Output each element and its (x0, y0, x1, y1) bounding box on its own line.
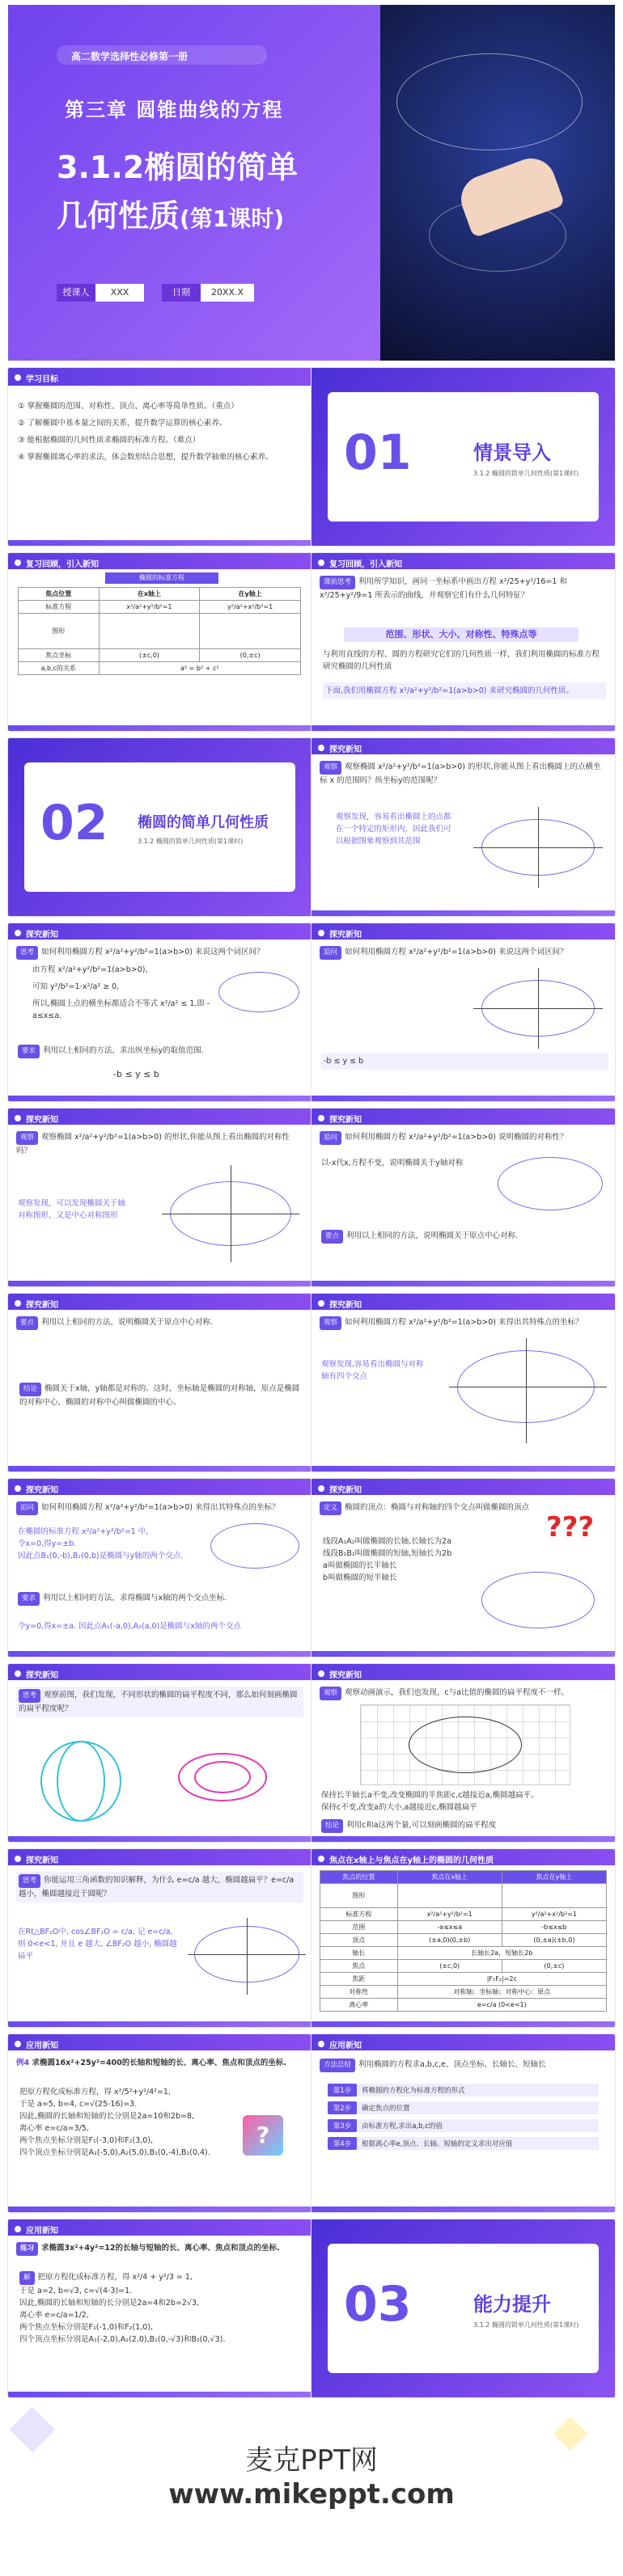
standard-equation-table: 焦点位置 在x轴上 在y轴上 标准方程 x²/a²+y²/b²=1 y²/a²+x²/b²=1 图形 焦点坐标 (±c,0) (0,±c) a,b,c的关系 a² = b² + c² (18, 587, 301, 675)
slide-title: 探究新知 (26, 1671, 58, 1680)
table-cell: 标准方程 (19, 601, 100, 614)
summary-table-slide (312, 1849, 615, 2027)
vertex-definition-slide (312, 1479, 615, 1657)
method-line: 由方程 x²/a²+y²/b²=1(a>b>0), (32, 965, 148, 974)
definition-text: 椭圆的顶点：椭圆与对称轴的四个交点叫做椭圆的顶点 (345, 1503, 530, 1512)
definition-tag: 定义 (320, 1501, 341, 1515)
slide-title: 探究新知 (329, 1301, 362, 1310)
slide-title: 应用新知 (26, 2042, 58, 2050)
solution-line: 四个顶点坐标分别是A₁(-5,0),A₂(5,0),B₁(0,-4),B₂(0,4). (19, 2148, 210, 2157)
conclusion-text: 椭圆关于x轴，y轴都是对称的。这时，坐标轴是椭圆的对称轴，原点是椭圆的对称中心，椭圆的对称中心叫做椭圆的中心。 (19, 1384, 300, 1407)
brand-name: 麦克PPT网 (245, 2444, 378, 2477)
think-question: 利用所学知识，画同一坐标系中画出方程 x²/25+y²/16=1 和 x²/25+y²/9=1 所表示的曲线，并观察它们有什么几何特征？ (320, 577, 567, 600)
step-item: 第2步 确定焦点的位置 (328, 2101, 599, 2115)
exercise-slide (8, 2219, 312, 2397)
vertex-calc-slide: 探究新知 追问 如何利用椭圆方程 x²/a²+y²/b²=1(a>b>0) 来得出其特殊点的坐标？ 在椭圆的标准方程 x²/a²+y²/b²=1 中, 令x=0,得y=±b. 因此点B₁(0,-b),B₂(0,b)是椭圆与y轴的两个交点. 要求 利用以上相同的方法，求得椭圆与x轴的两个交点坐标. 令y=0,得x=±a. 因此点A₁(-a,0),A₂(a,0)是椭圆与x轴的两个交点 (8, 1479, 312, 1657)
solution-line: 离心率 e=c/a=1/2, (19, 2311, 89, 2320)
solution-line: 把原方程化成标准方程，得 x²/5²+y²/4²=1, (19, 2088, 171, 2097)
answer-text: 观察发现，可以发现椭圆关于轴对称图形，又是中心对称图形 (18, 1199, 126, 1220)
goal-list (18, 400, 301, 463)
slide-title: 探究新知 (26, 1301, 58, 1310)
symmetry-observe-slide (8, 1109, 312, 1286)
eccentricity-think-slide (8, 1664, 312, 1842)
slide-title: 探究新知 (329, 1116, 362, 1125)
exercise-question: 求椭圆3x²+4y²=12的长轴与短轴的长、离心率、焦点和顶点的坐标. (41, 2244, 280, 2253)
slide-title: 探究新知 (26, 931, 58, 940)
table-cell: 范围 (320, 1921, 398, 1934)
next-note: 下面,我们用椭圆方程 x²/a²+y²/b²=1(a>b>0) 来研究椭圆的几何性质。 (323, 682, 606, 699)
slide-title: 探究新知 (26, 1116, 58, 1125)
solution-tag: 解 (19, 2271, 35, 2285)
method-line: 利用以上相同的方法，求出纵坐标y的取值范围. (43, 1046, 204, 1055)
slide-title: 探究新知 (329, 1486, 362, 1495)
solution-line: 把原方程化成标准方程，得 x²/4 + y²/3 = 1, (37, 2273, 193, 2282)
table-cell: 图形 (320, 1884, 398, 1908)
table-cell: 图形 (19, 614, 100, 649)
solution-line: 两个焦点坐标分别是F₁(-3,0)和F₂(3,0), (19, 2136, 154, 2145)
range-summary-slide: 探究新知 追问 如何利用椭圆方程 x²/a²+y²/b²=1(a>b>0) 来说这两个词区间？ -b ≤ y ≤ b (312, 923, 615, 1101)
table-header: 在x轴上 (99, 588, 200, 601)
solution-line: 于是 a=2, b=√3, c=√(4-3)=1. (19, 2287, 133, 2295)
explore-range-slide (312, 738, 615, 916)
solution-line: 于是 a=5, b=4, c=√(25-16)=3. (19, 2100, 138, 2109)
section-sub: 3.1.2 椭圆的简单几何性质(第1课时) (138, 838, 244, 845)
question-text: 如何利用椭圆方程 x²/a²+y²/b²=1(a>b>0) 来说这两个词区间？ (345, 948, 568, 956)
review2-slide (312, 553, 615, 731)
observe-tag: 观察 (320, 761, 341, 775)
sphere-figure (57, 1741, 105, 1822)
observe-line: 保持长半轴长a不变,改变椭圆的半焦距c,c越接近a,椭圆越扁平。 (321, 1791, 539, 1800)
observe-tag: 观察 (320, 1687, 341, 1700)
question-text: 观察椭圆 x²/a²+y²/b²=1(a>b>0) 的形状,你能从图上看出椭圆的对称性吗？ (16, 1133, 290, 1155)
section-02-slide (8, 738, 312, 916)
cover-title-line2: 几何性质 (57, 198, 180, 234)
table-title: 椭圆的标准方程 (105, 572, 218, 584)
conclusion-text: 利用c和a这两个量,可以刻画椭圆的扁平程度 (346, 1821, 497, 1830)
exercise-tag: 练习 (16, 2242, 38, 2256)
decor-shape (10, 2407, 56, 2453)
example-label: 例4 (16, 2059, 30, 2067)
summary-tag: 要点 (321, 1230, 343, 1244)
goals-title: 学习目标 (26, 375, 58, 384)
range-y-answer: -b ≤ y ≤ b (113, 1069, 159, 1079)
example-question: 求椭圆16x²+25y²=400的长轴和短轴的长、离心率、焦点和顶点的坐标. (32, 2059, 286, 2067)
section-sub: 3.1.2 椭圆的简单几何性质(第1课时) (473, 2321, 579, 2329)
range-note: -b ≤ y ≤ b (321, 1053, 608, 1070)
table-cell: 轴长 (320, 1947, 398, 1960)
def-line: a叫做椭圆的长半轴长 (323, 1561, 397, 1570)
solution-line: 离心率 e=c/a=3/5, (19, 2124, 89, 2133)
question-text: 观察前图，我们发现，不同形状的椭圆的扁平程度不同，那么如何刻画椭圆的扁平程度呢？ (19, 1691, 298, 1713)
slide-title: 焦点在x轴上与焦点在y轴上的椭圆的几何性质 (329, 1856, 494, 1865)
table-cell: 离心率 (320, 1999, 398, 2012)
table-cell: 对称性 (320, 1986, 398, 1999)
section-name: 情景导入 (473, 441, 551, 464)
section-sub: 3.1.2 椭圆的简单几何性质(第1课时) (473, 470, 579, 477)
example-slide (8, 2034, 312, 2212)
cube-icon: ? (243, 2115, 283, 2156)
slide-title: 探究新知 (329, 1671, 362, 1680)
step-item: 第3步 由标准方程,求出a,b,c的值 (328, 2118, 599, 2133)
calc-line: 令x=0,得y=±b. (18, 1539, 77, 1548)
table-cell: 焦点 (320, 1960, 398, 1973)
range-method-slide: 探究新知 思考 如何利用椭圆方程 x²/a²+y²/b²=1(a>b>0) 来说这两个词区间？ 由方程 x²/a²+y²/b²=1(a>b>0), 可知 y²/b²=1-x²/a² ≥ 0, 所以,椭圆上点的横坐标都适合不等式 x²/a² ≤ 1,即 -a≤x≤a. 要求 利用以上相同的方法，求出纵坐标y的取值范围. -b ≤ y ≤ b (8, 923, 312, 1101)
observe-tag: 观察 (16, 1131, 38, 1145)
cover-title-line1: 3.1.2椭圆的简单 (57, 150, 299, 185)
question-text: 如何利用椭圆方程 x²/a²+y²/b²=1(a>b>0) 来说这两个词区间？ (41, 948, 265, 956)
eccentricity-explain-slide: 探究新知 思考 你能运用三角函数的知识解释，为什么 e=c/a 越大，椭圆越扁平？e=c/a 越小，椭圆越接近于圆呢？ 在Rt△BF₂O中, cos∠BF₂O = c/a, 记 e=c/a, 则 0<e<1, 并且 e 越大, ∠BF₂O 越小, 椭圆越扁平 (8, 1849, 312, 2027)
def-line: 线段B₁B₂叫做椭圆的短轴,短轴长为2b (323, 1549, 452, 1558)
review-slide (8, 553, 312, 731)
table-header: 在y轴上 (200, 588, 301, 601)
question-text: 如何利用椭圆方程 x²/a²+y²/b²=1(a>b>0) 来得出其特殊点的坐标？ (41, 1503, 280, 1512)
step-item: 第1步 将椭圆的方程化为标准方程的形式 (328, 2083, 599, 2097)
teacher-label: 授课人 (57, 284, 95, 302)
table-cell: 标准方程 (320, 1908, 398, 1921)
slide-title: 应用新知 (26, 2227, 58, 2236)
cover-title-line3: (第1课时) (180, 205, 285, 232)
solution-line: 四个顶点坐标分别是A₁(-2,0),A₂(2,0),B₁(0,-√3)和B₂(0,√3). (19, 2335, 226, 2344)
review-title: 复习回顾，引入新知 (26, 560, 99, 569)
summary-text: 利用以上相同的方法，说明椭圆关于原点中心对称. (346, 1231, 519, 1240)
question-text: 观察椭圆 x²/a²+y²/b²=1(a>b>0) 的形状,你能从图上看出椭圆上的点横坐标 x 的范围吗？纵坐标y的范围呢？ (320, 762, 601, 785)
table-cell: 焦点坐标 (19, 649, 100, 662)
slide-title: 应用新知 (329, 2042, 362, 2050)
vertex-answer: 令y=0,得x=±a. 因此点A₁(-a,0),A₂(a,0)是椭圆与x轴的两个交点 (18, 1622, 241, 1631)
def-line: b叫做椭圆的短半轴长 (323, 1573, 397, 1582)
summary-tag: 要点 (16, 1316, 38, 1330)
decor-shape (553, 2417, 587, 2451)
solution-line: 因此,椭圆的长轴和短轴的长分别是2a=4和2b=2√3, (19, 2299, 200, 2308)
cover-slide (8, 5, 615, 361)
goal-item: ③ 能根据椭圆的几何性质求椭圆的标准方程。（难点） (18, 436, 201, 445)
think-tag: 课前思考 (320, 576, 355, 589)
section-03-slide (312, 2219, 615, 2397)
observe-line: 保持c不变,改变a的大小,a越接近c,椭圆越扁平 (321, 1803, 477, 1812)
brand-area (0, 2405, 623, 2576)
table-cell: a,b,c的关系 (19, 662, 100, 675)
calc-line: 因此点B₁(0,-b),B₂(0,b)是椭圆与y轴的两个交点. (18, 1552, 184, 1560)
method-summary-slide (312, 2034, 615, 2212)
solution-line: 两个焦点坐标分别是F₁(-1,0)和F₂(1,0), (19, 2323, 154, 2332)
observe-text: 观察动画演示，我们也发现，c与a比值的椭圆的扁平程度不一样。 (345, 1688, 570, 1697)
section-name: 能力提升 (473, 2293, 551, 2316)
calc-line: 利用以上相同的方法，求得椭圆与x轴的两个交点坐标. (43, 1594, 227, 1603)
method-tag: 方法总结 (320, 2059, 355, 2072)
answer-text: 观察发现，容易看出椭圆上的点都在一个特定的矩形内，因此我们可以根据图象观察到其范围 (336, 813, 451, 846)
slide-title: 探究新知 (329, 931, 362, 940)
section-name: 椭圆的简单几何性质 (138, 814, 269, 831)
conclusion-tag: 结论 (321, 1819, 343, 1833)
slide-title: 探究新知 (26, 1486, 58, 1495)
goals-slide (8, 368, 312, 546)
highlight-box: 范围、形状、大小、对称性、特殊点等 (344, 627, 578, 642)
steps-list (328, 2083, 599, 2154)
def-line: 线段A₁A₂叫做椭圆的长轴,长轴长为2a (323, 1537, 452, 1546)
explore-title: 探究新知 (329, 745, 362, 754)
date-label: 日期 (162, 284, 201, 302)
calc-line: 在椭圆的标准方程 x²/a²+y²/b²=1 中, (18, 1527, 149, 1536)
section-01-slide (312, 368, 615, 546)
symmetry-conclusion-slide: 探究新知 要点 利用以上相同的方法，说明椭圆关于原点中心对称. 结论 椭圆关于x轴，y轴都是对称的。这时，坐标轴是椭圆的对称轴，原点是椭圆的对称中心，椭圆的对称中心叫做椭圆的中心。 (8, 1294, 312, 1472)
review2-title: 复习回顾，引入新知 (329, 560, 402, 569)
symmetry-method-slide: 探究新知 追问 如何利用椭圆方程 x²/a²+y²/b²=1(a>b>0) 说明椭圆的对称性？ 以-x代x,方程不变，说明椭圆关于y轴对称 要点 利用以上相同的方法，说明椭圆关于原点中心对称. (312, 1109, 615, 1286)
bullet-text: 与利用直线的方程、圆的方程研究它们的几何性质一样，我们利用椭圆的标准方程研究椭圆的几何性质 (323, 650, 600, 671)
think-tag: 思考 (19, 1689, 40, 1703)
method-line: 可知 y²/b²=1-x²/a² ≥ 0, (32, 982, 120, 991)
date-value: 20XX.X (201, 284, 254, 302)
slide-title: 探究新知 (26, 1856, 58, 1865)
table-header: 焦点位置 (19, 588, 100, 601)
vertex-observe-slide: 探究新知 观察 如何利用椭圆方程 x²/a²+y²/b²=1(a>b>0) 来得出其特殊点的坐标？ 观察发现,容易看出椭圆与对称轴有四个交点 (312, 1294, 615, 1472)
table-cell: 顶点 (320, 1934, 398, 1947)
goal-item: ④ 掌握椭圆离心率的求法，体会数形结合思想，提升数学抽象的核心素养。 (18, 453, 273, 462)
teacher-value: XXX (95, 284, 144, 302)
section-number: 03 (344, 2276, 412, 2333)
summary-text: 利用以上相同的方法，说明椭圆关于原点中心对称. (41, 1318, 214, 1327)
method-text: 利用椭圆的方程求a,b,c,e、顶点坐标、长轴长、短轴长 (358, 2060, 546, 2069)
table-cell: 焦距 (320, 1973, 398, 1986)
question-text: 你能运用三角函数的知识解释，为什么 e=c/a 越大，椭圆越扁平？e=c/a 越小，椭圆越接近于圆呢？ (19, 1876, 295, 1898)
question-text: 如何利用椭圆方程 x²/a²+y²/b²=1(a>b>0) 说明椭圆的对称性？ (345, 1133, 568, 1142)
solution-line: 因此,椭圆的长轴和短轴的长分别是2a=10和2b=8, (19, 2112, 195, 2121)
question-marks-icon: ??? (546, 1511, 595, 1543)
rings-figure (194, 1761, 251, 1793)
cover-series: 高二数学选择性必修第一册 (71, 51, 189, 62)
goal-item: ② 了解椭圆中基本量之间的关系，提升数学运算的核心素养。 (18, 419, 227, 428)
method-line: 所以,椭圆上点的横坐标都适合不等式 x²/a² ≤ 1,即 -a≤x≤a. (32, 999, 210, 1020)
cover-chapter: 第三章 圆锥曲线的方程 (65, 99, 284, 121)
answer-text: 在Rt△BF₂O中, cos∠BF₂O = c/a, 记 e=c/a, 则 0<e<1, 并且 e 越大, ∠BF₂O 越小, 椭圆越扁平 (18, 1928, 177, 1961)
question-text: 如何利用椭圆方程 x²/a²+y²/b²=1(a>b>0) 来得出其特殊点的坐标？ (345, 1318, 583, 1327)
step-item: 第4步 根据离心率e,顶点、长轴、短轴的定义求出对应值 (328, 2136, 599, 2151)
section-number: 01 (344, 424, 412, 481)
brand-url[interactable]: www.mikeppt.com (168, 2478, 455, 2511)
goal-item: ① 掌握椭圆的范围、对称性、顶点、离心率等简单性质。（重点） (18, 402, 239, 411)
property-table: 焦点的位置 焦点在x轴上 焦点在y轴上 图形 标准方程 x²/a²+y²/b²=1 y²/a²+x²/b²=1 范围 -a≤x≤a -b≤x≤b 顶点 (±a,0)(0,±b) (0,±a)(±b,0) 轴长 长轴长2a，短轴长2b 焦点 (±c,0) (0,±c) 焦距 |F₁F₂|=2c 对称性 对称轴：坐标轴；对称中心：原点 离心率 e=c/a (0<e<1) (320, 1870, 607, 2012)
eccentricity-observe-slide (312, 1664, 615, 1842)
section-number: 02 (40, 795, 108, 851)
